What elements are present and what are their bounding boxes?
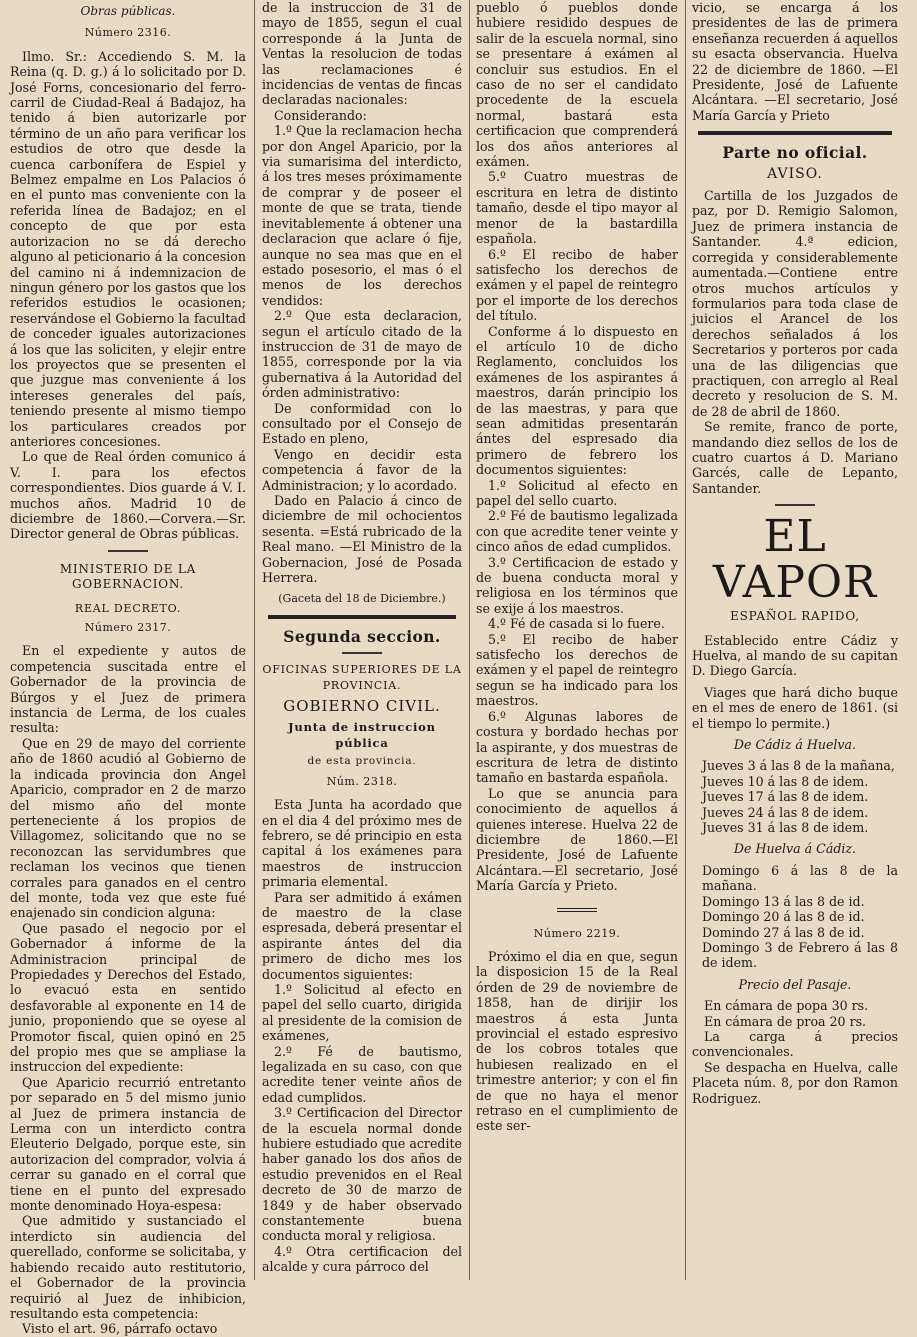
schedule-line: Jueves 10 á las 8 de idem. <box>702 773 869 789</box>
column-4 <box>692 0 898 1280</box>
paragraph: Visto el art. 96, párrafo octavo <box>22 1321 218 1337</box>
paragraph: En el expediente y autos de competencia suscitada entre el Gobernador de la provincia de Búrgos y el Juez de primera instancia de Lerma, de los cuales resulta: <box>10 643 246 736</box>
paragraph: 5.º El recibo de haber satisfecho los derechos de exámen y el papel de reintegro segun se ha indicado para los maestros. <box>476 631 678 709</box>
paragraph: 4.º Otra certificacion del alcalde y cura párroco del <box>262 1243 462 1275</box>
column-3 <box>476 0 678 1280</box>
price-line: En cámara de popa 30 rs. <box>704 998 869 1014</box>
paragraph: Lo que se anuncia para conocimiento de aquellos á quienes interese. Huelva 22 de diciembre de 1860.—El Presidente, José de Lafuente Alcántara.—El secretario, José María García y Prieto. <box>476 785 678 894</box>
schedule-line: Domingo 6 á las 8 de la mañana. <box>702 862 898 894</box>
paragraph: 2.º Fé de bautismo, legalizada en su caso, con que acredite tener veinte años de edad cumplidos. <box>262 1043 462 1105</box>
paragraph: 6.º El recibo de haber satisfecho los derechos de exámen y el papel de reintegro por el importe de los derechos del título. <box>476 246 678 324</box>
paragraph: pueblo ó pueblos donde hubiere residido despues de salir de la escuela normal, sino se presentare á exámen al concluir sus estudios. En el caso de no ser el candidato procedente de la escuela normal, bastará esta certificacion que comprenderá los dos años anteriores al exámen. <box>476 0 678 170</box>
gobierno-heading: GOBIERNO CIVIL. <box>283 697 441 716</box>
column-rule <box>685 0 686 1280</box>
offices-heading: OFICINAS SUPERIORES DE LA PROVINCIA. <box>262 663 462 692</box>
paragraph: 3.º Certificacion del Director de la escuela normal donde hubiere estudiado que acredite haber ganado los dos años de estudio prevenidos en el Real decreto de 30 de marzo de 1849 y de haber observado constantemente buena conducta moral y religiosa. <box>262 1105 462 1244</box>
ministry-heading: MINISTERIO DE LA GOBERNACION. <box>59 561 197 592</box>
paragraph: 1.º Solicitud al efecto en papel del sello cuarto. <box>476 477 678 508</box>
paragraph: De conformidad con lo consultado por el Consejo de Estado en pleno, <box>262 400 462 447</box>
paragraph: Considerando: <box>274 107 367 123</box>
price-line: En cámara de proa 20 rs. <box>704 1013 867 1029</box>
item-number: Número 2316. <box>84 26 172 40</box>
paragraph: 3.º Certificacion de estado y de buena conducta moral y religiosa en los términos que se exije á los maestros. <box>476 554 678 616</box>
paragraph: 5.º Cuatro muestras de escritura en letra de distinto tamaño, desde el tipo mayor al menor de la bastardilla española. <box>476 169 678 247</box>
decree-heading: REAL DECRETO. <box>74 601 182 615</box>
paragraph: 2.º Que esta declaracion, segun el artículo citado de la instruccion de 31 de mayo de 1855, corresponde por la via gubernativa á la Autoridad del órden administrativo: <box>262 308 462 401</box>
junta-subheading: de esta provincia. <box>307 755 417 768</box>
aviso-heading: AVISO. <box>767 165 823 182</box>
item-number: Núm. 2318. <box>326 774 398 788</box>
price-heading: Precio del Pasaje. <box>738 976 852 992</box>
paragraph: Viages que hará dicho buque en el mes de enero de 1861. (si el tiempo lo permite.) <box>692 684 898 731</box>
route-heading: De Huelva á Cádiz. <box>733 841 857 857</box>
divider <box>342 652 382 654</box>
advert-title: EL VAPOR <box>712 511 878 609</box>
divider <box>775 504 815 506</box>
paragraph: Dado en Palacio á cinco de diciembre de mil ochocientos sesenta. =Está rubricado de la Real mano. —El Ministro de la Gobernacion, José de Posada Herrera. <box>262 493 462 586</box>
paragraph: Conforme á lo dispuesto en el artículo 10 de dicho Reglamento, concluidos los exámenes de los aspirantes á maestros, darán principio los de las maestras, y para que sean admitidas presentarán ántes del espresado dia primero de febrero los documentos siguientes: <box>476 323 678 478</box>
schedule-line: Jueves 17 á las 8 de idem. <box>702 789 869 805</box>
column-2 <box>262 0 462 1280</box>
paragraph: Para ser admitido á exámen de maestro de la clase espresada, deberá presentar el aspirante ántes del dia primero de dicho mes los documentos siguientes: <box>262 889 462 982</box>
paragraph: Lo que de Real órden comunico á V. I. para los efectos correspondientes. Dios guarde á V. I. muchos años. Madrid 10 de diciembre de 1860.—Corvera.—Sr. Director general de Obras públicas. <box>10 449 246 542</box>
schedule-line: Domingo 3 de Febrero á las 8 de idem. <box>702 939 898 971</box>
schedule-line: Jueves 3 á las 8 de la mañana, <box>702 758 895 774</box>
divider <box>108 550 148 552</box>
junta-heading: Junta de instruccion pública <box>288 720 436 750</box>
paragraph: Que pasado el negocio por el Gobernador á informe de la Administracion principal de Propiedades y Derechos del Estado, lo evacuó esta en sentido desfavorable al exponente en 14 de junio, proponiendo que se oyese al Promotor fiscal, quien opinó en 25 del propio mes que se ampliase la instruccion del expediente: <box>10 920 246 1075</box>
schedule-line: Domingo 13 á las 8 de id. <box>702 893 865 909</box>
paragraph: Esta Junta ha acordado que en el dia 4 del próximo mes de febrero, se dé principio en esta capital á los exámenes para maestros de instruccion primaria elemental. <box>262 797 462 890</box>
advert-subtitle: ESPAÑOL RAPIDO, <box>730 609 860 624</box>
paragraph: Cartilla de los Juzgados de paz, por D. Remigio Salomon, Juez de primera instancia de Santander. 4.ª edicion, corregida y considerablemente aumentada.—Contiene entre otros muchos artículos y formularios para toda clase de juicios el Arancel de los derechos señalados á los Secretarios y porteros por cada una de las diligencias que practiquen, con arreglo al Real decreto y resolucion de S. M. de 28 de abril de 1860. <box>692 188 898 419</box>
section-heading: Obras públicas. <box>80 4 176 18</box>
paragraph: Que Aparicio recurrió entretanto por separado en 5 del mismo junio al Juez de primera instancia de Lerma con un interdicto contra Eleuterio Delgado, porque este, sin autorizacion del comprador, volvia á cerrar su ganado en el corral que tiene en el punto del expresado monte denominado Hoya-espesa: <box>10 1074 246 1214</box>
paragraph: 1.º Solicitud al efecto en papel del sello cuarto, dirigida al presidente de la comision de exámenes, <box>262 981 462 1044</box>
divider <box>268 615 456 619</box>
item-number: Número 2219. <box>533 926 621 940</box>
paragraph: de la instruccion de 31 de mayo de 1855, segun el cual corresponde á la Junta de Ventas la resolucion de todas las reclamaciones é incidencias de ventas de fincas declaradas nacionales: <box>262 0 462 108</box>
paragraph: Ilmo. Sr.: Accediendo S. M. la Reina (q. D. g.) á lo solicitado por D. José Forns, concesionario del ferro-carril de Ciudad-Real á Badajoz, ha tenido á bien autorizarle por término de un año para verificar los estudios de otro que desde la cuenca carbonífera de Espiel y Belmez empalme en Los Palacios ó en el punto mas conveniente con la referida línea de Badajoz; en el concepto de que por esta autorizacion no se dá derecho alguno al peticionario á la concesion del camino ni á indemnizacion de ningun género por los gastos que los referidos estudios le ocasionen; reservándose el Gobierno la facultad de conceder iguales autorizaciones á los que las soliciten, y elejir entre los proyectos que se presenten el que juzgue mas conveniente á los intereses generales del país, teniendo presente al mismo tiempo los particulares creados por anteriores concesiones. <box>10 48 246 449</box>
paragraph: vicio, se encarga á los presidentes de las de primera enseñanza recuerden á aquellos su esacta observancia. Huelva 22 de diciembre de 1860. —El Presidente, José de Lafuente Alcántara. —El secretario, José María García y Prieto <box>692 0 898 123</box>
paragraph: 2.º Fé de bautismo legalizada con que acredite tener veinte y cinco años de edad cumplidos. <box>476 508 678 555</box>
route-heading: De Cádiz á Huelva. <box>733 737 857 753</box>
divider <box>557 908 597 912</box>
paragraph: 1.º Que la reclamacion hecha por don Angel Aparicio, por la via sumarisima del interdicto, á los tres meses próximamente de comprar y de poseer el monte de que se trata, tiende inevitablemente á obtener una declaracion que aclare ó fije, aunque no sea mas que en el estado posesorio, el mas ó el menos de los derechos vendidos: <box>262 123 462 308</box>
paragraph: Se remite, franco de porte, mandando diez sellos de los de cuatro cuartos á D. Mariano Garcés, calle de Lepanto, Santander. <box>692 419 898 496</box>
paragraph: Se despacha en Huelva, calle Placeta núm. 8, por don Ramon Rodriguez. <box>692 1059 898 1106</box>
schedule-line: Domindo 27 á las 8 de id. <box>702 924 865 940</box>
paragraph: Que en 29 de mayo del corriente año de 1860 acudió al Gobierno de la indicada provincia don Angel Aparicio, comprador en 2 de marzo del mismo año del monte perteneciente á los propios de Villagomez, solicitando que no se reconozcan las servidumbres que reclaman los vecinos que tienen corrales para ganados en el centro del monte, toda vez que este fué enajenado sin condicion alguna: <box>10 735 246 921</box>
column-rule <box>254 0 255 1280</box>
price-line: La carga á precios convencionales. <box>692 1028 898 1060</box>
section-title: Parte no oficial. <box>722 143 868 163</box>
column-rule <box>469 0 470 1280</box>
schedule-line: Jueves 24 á las 8 de idem. <box>702 804 869 820</box>
item-number: Número 2317. <box>84 621 172 635</box>
section-title: Segunda seccion. <box>283 626 441 646</box>
divider <box>698 131 892 135</box>
paragraph: Que admitido y sustanciado el interdicto sin audiencia del querellado, conforme se solicitaba, y habiendo recaido auto restitutorio, el Gobernador de la provincia requirió al Juez de inhibicion, resultando esta competencia: <box>10 1213 246 1321</box>
gaceta-note: (Gaceta del 18 de Diciembre.) <box>278 592 446 606</box>
schedule-line: Jueves 31 á las 8 de idem. <box>702 820 869 836</box>
column-1 <box>10 0 246 1337</box>
paragraph: Vengo en decidir esta competencia á favor de la Administracion; y lo acordado. <box>262 446 462 493</box>
paragraph: 4.º Fé de casada si lo fuere. <box>488 616 665 632</box>
paragraph: Establecido entre Cádiz y Huelva, al mando de su capitan D. Diego García. <box>692 632 898 679</box>
paragraph: 6.º Algunas labores de costura y bordado hechas por la aspirante, y dos muestras de escritura de letra de distinto tamaño en bastarda española. <box>476 708 678 786</box>
schedule-line: Domingo 20 á las 8 de id. <box>702 909 865 925</box>
paragraph: Próximo el dia en que, segun la disposicion 15 de la Real órden de 29 de noviembre de 1858, han de dirijir los maestros á esta Junta provincial el estado espresivo de los cobros totales que hubiesen realizado en el trimestre anterior; y con el fin de que no haya el menor retraso en el cumplimiento de este ser- <box>476 948 678 1134</box>
